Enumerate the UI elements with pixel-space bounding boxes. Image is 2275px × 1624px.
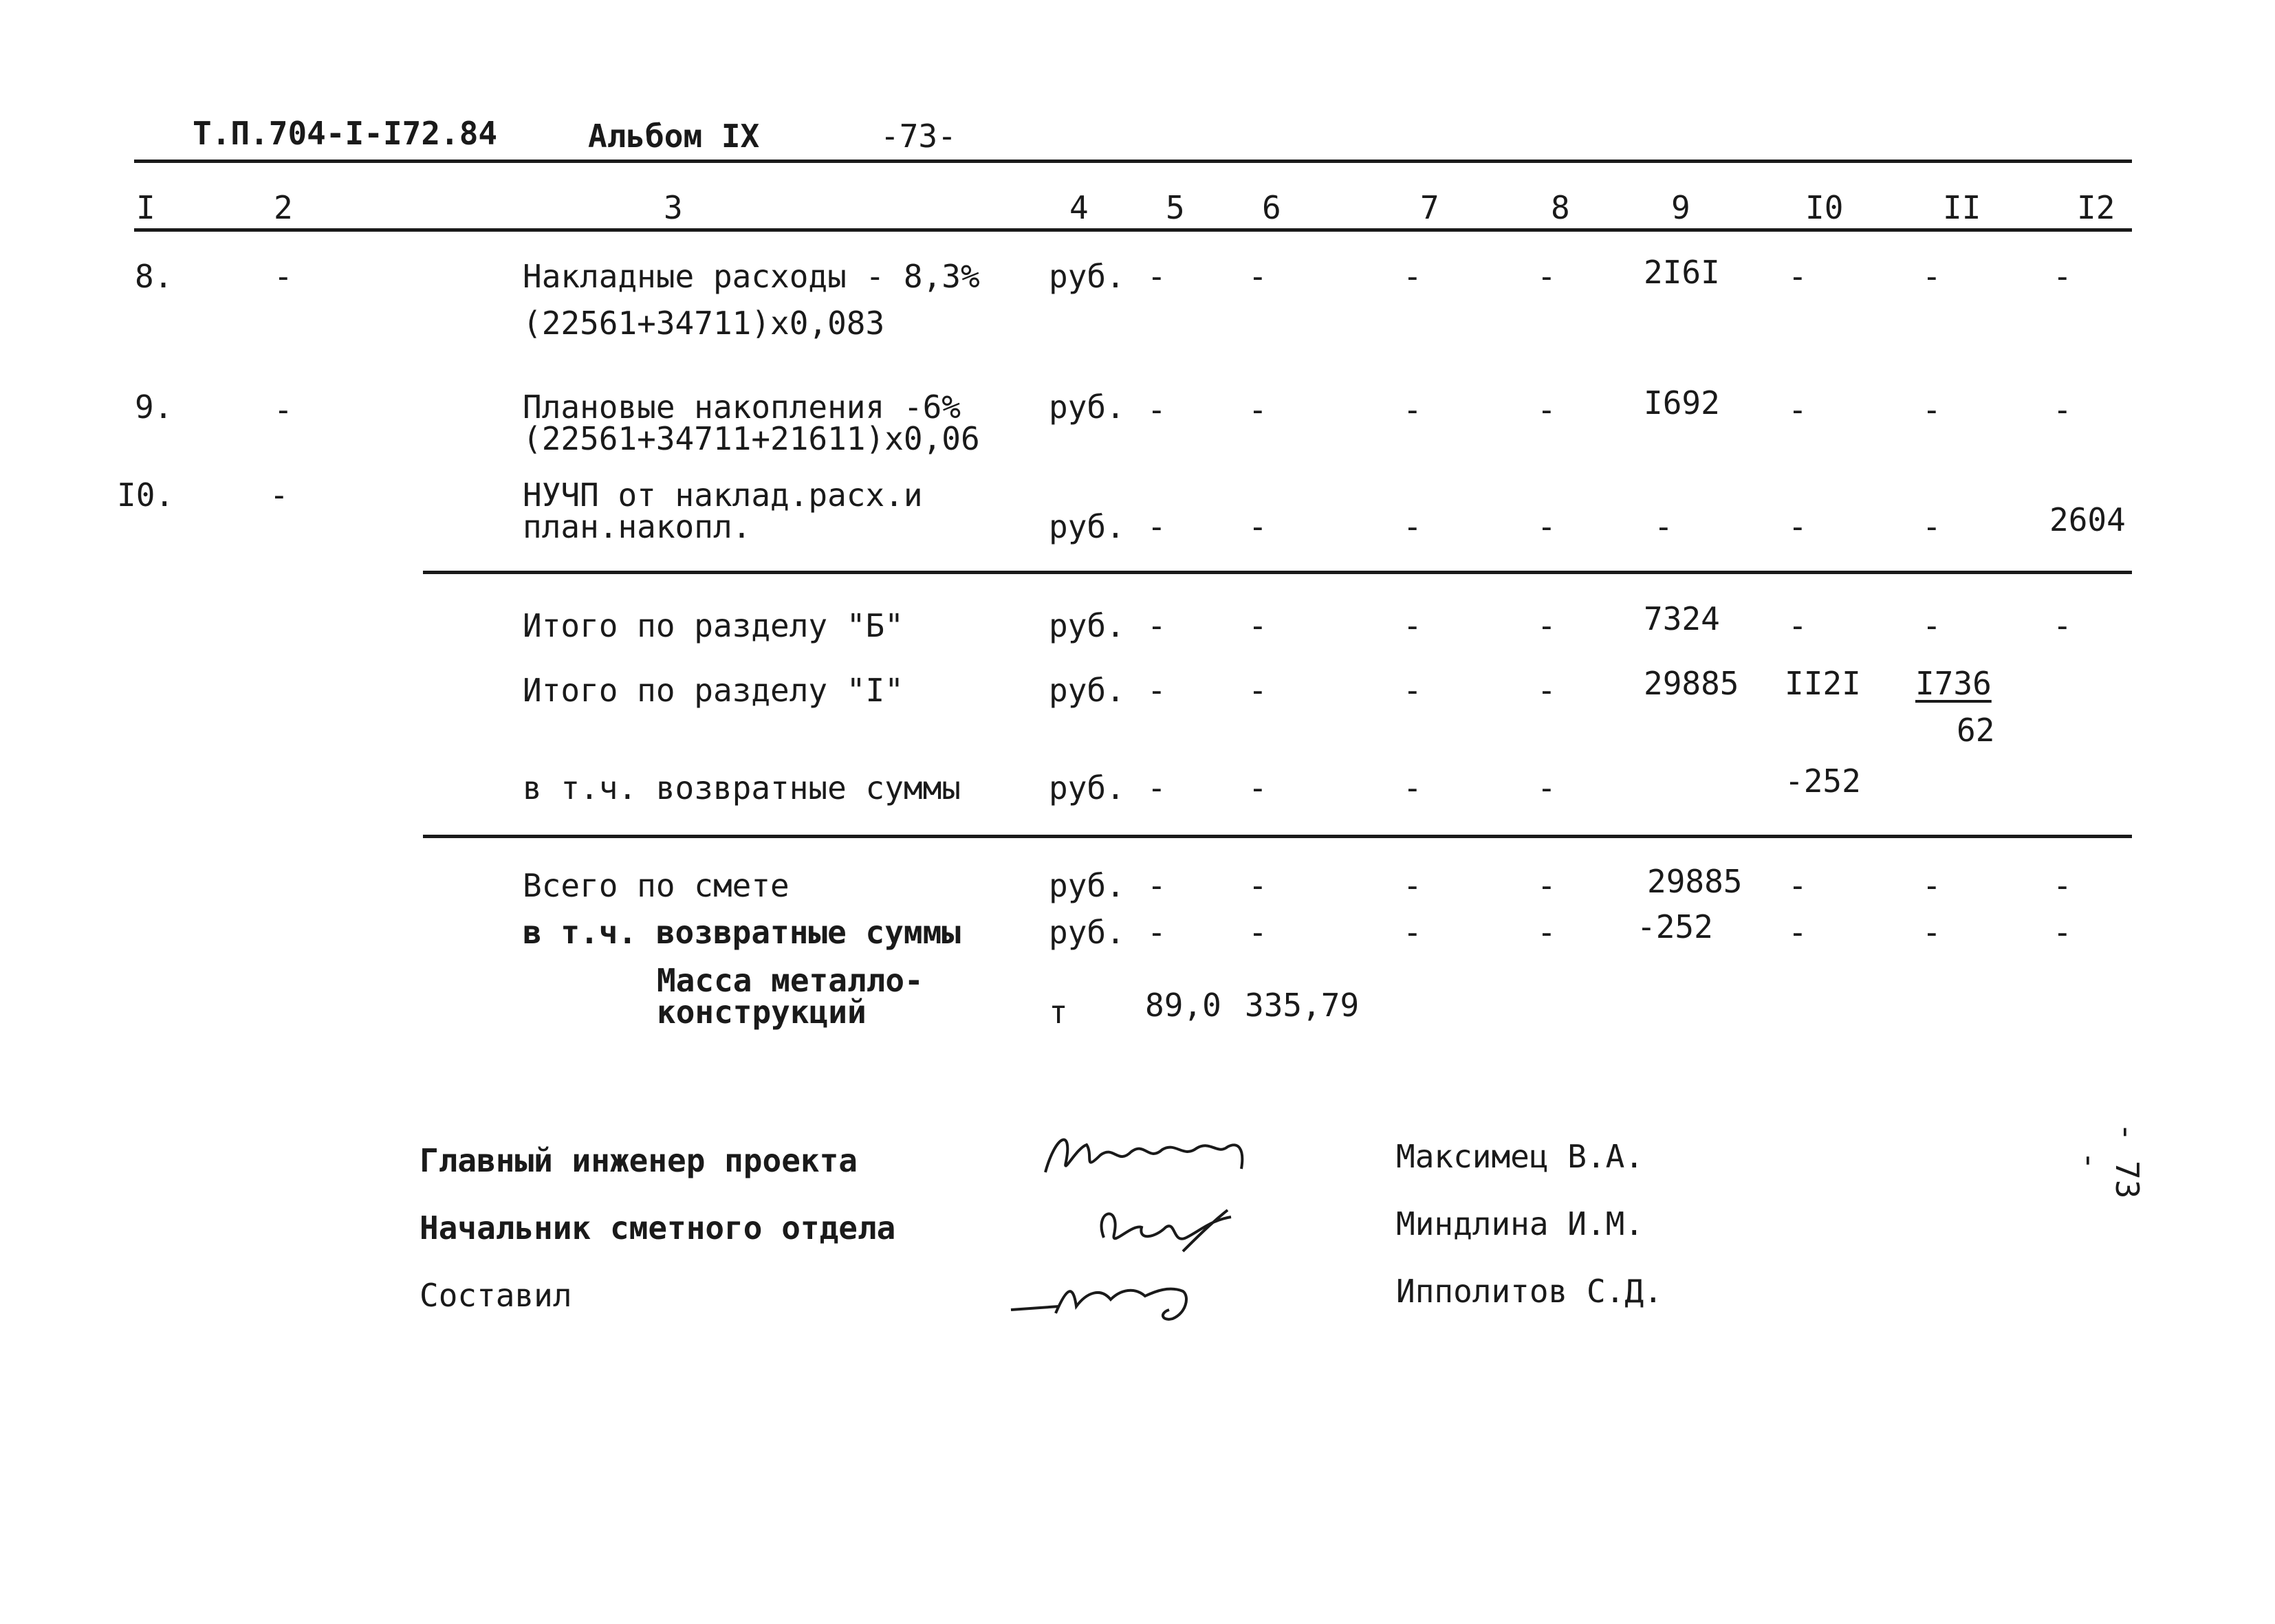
cell: - [1248, 769, 1267, 806]
unit: руб. [1049, 388, 1125, 426]
cell: - [2053, 391, 2072, 428]
cell: - [274, 258, 293, 295]
cell: - [1147, 258, 1166, 295]
cell: - [2053, 607, 2072, 644]
header-rule [134, 160, 2132, 163]
cell: - [1537, 391, 1556, 428]
section-rule [423, 835, 2132, 838]
unit: руб. [1049, 607, 1125, 644]
fraction-numerator: I736 [1915, 665, 1992, 702]
cell: - [1248, 867, 1267, 904]
cell: - [1403, 769, 1422, 806]
subtotal-label: Итого по разделу "Б" [523, 607, 904, 644]
cell: - [1248, 391, 1267, 428]
cell: - [1788, 867, 1807, 904]
cell: II2I [1785, 665, 1861, 702]
signatory-name: Ипполитов С.Д. [1396, 1273, 1663, 1310]
col-header-9: 9 [1671, 189, 1690, 226]
unit: руб. [1049, 769, 1125, 806]
signature-role: Начальник сметного отдела [420, 1209, 896, 1247]
cell: - [1922, 508, 1941, 545]
cell: -252 [1785, 762, 1861, 800]
cell: - [1537, 672, 1556, 709]
col-header-10: I0 [1805, 189, 1844, 226]
cell: - [1922, 391, 1941, 428]
cell: - [1248, 508, 1267, 545]
cell: - [1922, 867, 1941, 904]
col-header-6: 6 [1262, 189, 1281, 226]
cell: - [1403, 391, 1422, 428]
cell: - [2053, 914, 2072, 951]
col-header-3: 3 [664, 189, 683, 226]
unit: руб. [1049, 914, 1125, 951]
cell: - [1147, 867, 1166, 904]
cell: - [270, 476, 289, 514]
col-header-12: I2 [2077, 189, 2115, 226]
row-number: 8. [135, 258, 173, 295]
cell: - [1403, 867, 1422, 904]
signature-role: Составил [420, 1277, 572, 1314]
cell: - [1147, 508, 1166, 545]
unit: руб. [1049, 258, 1125, 295]
cell: - [1248, 607, 1267, 644]
cell: - [1788, 508, 1807, 545]
col-header-8: 8 [1551, 189, 1570, 226]
cell: - [2053, 867, 2072, 904]
row-formula: (22561+34711+21611)х0,06 [523, 420, 980, 457]
cell: 2I6I [1644, 254, 1720, 291]
cell: - [1537, 508, 1556, 545]
signatory-name: Миндлина И.М. [1396, 1205, 1644, 1242]
row-formula: (22561+34711)х0,083 [523, 305, 885, 342]
cell: - [1922, 914, 1941, 951]
total-label: в т.ч. возвратные суммы [523, 914, 961, 951]
side-page-number: - 73 - [2071, 1122, 2146, 1199]
cell: - [1403, 672, 1422, 709]
col-header-7: 7 [1420, 189, 1439, 226]
cell: - [1248, 914, 1267, 951]
col-header-5: 5 [1166, 189, 1185, 226]
mass-label-cont: конструкций [657, 994, 867, 1031]
cell: - [274, 391, 293, 428]
cell: - [1403, 508, 1422, 545]
cell: - [1403, 258, 1422, 295]
page-number: -73- [880, 118, 957, 155]
col-header-11: II [1943, 189, 1981, 226]
cell: - [1403, 607, 1422, 644]
column-header-rule [134, 228, 2132, 232]
cell: - [1788, 914, 1807, 951]
cell: - [1537, 769, 1556, 806]
cell: - [1788, 391, 1807, 428]
fraction-denominator: 62 [1957, 712, 1995, 749]
mass-label: Масса металло- [657, 962, 924, 999]
cell: 2604 [2049, 501, 2126, 538]
cell: 335,79 [1245, 987, 1360, 1024]
doc-code: Т.П.704-I-I72.84 [193, 115, 498, 152]
col-header-1: I [136, 189, 155, 226]
cell: - [1537, 607, 1556, 644]
cell: - [1537, 914, 1556, 951]
cell: I692 [1644, 384, 1720, 421]
cell: - [1147, 914, 1166, 951]
album-label: Альбом IX [588, 118, 760, 155]
unit: т [1049, 994, 1068, 1031]
row-number: I0. [117, 476, 175, 514]
cell: 7324 [1644, 600, 1720, 637]
cell: 29885 [1647, 863, 1743, 900]
col-header-4: 4 [1069, 189, 1089, 226]
cell: - [1788, 607, 1807, 644]
subtotal-label: Итого по разделу "I" [523, 672, 904, 709]
cell: 89,0 [1145, 987, 1221, 1024]
cell: - [1788, 258, 1807, 295]
handwritten-signatures [990, 1107, 1334, 1334]
row-name-cont: план.накопл. [523, 508, 752, 545]
section-rule [423, 571, 2132, 574]
cell: - [1922, 258, 1941, 295]
cell: - [1654, 508, 1673, 545]
row-name: Накладные расходы - 8,3% [523, 258, 980, 295]
cell: - [1537, 867, 1556, 904]
unit: руб. [1049, 672, 1125, 709]
row-number: 9. [135, 388, 173, 426]
cell: - [1147, 769, 1166, 806]
cell: - [1248, 672, 1267, 709]
cell: - [2053, 258, 2072, 295]
cell: - [1147, 672, 1166, 709]
cell: -252 [1637, 908, 1713, 945]
cell: 29885 [1644, 665, 1739, 702]
subtotal-label: в т.ч. возвратные суммы [523, 769, 961, 806]
cell: - [1537, 258, 1556, 295]
cell: - [1403, 914, 1422, 951]
unit: руб. [1049, 867, 1125, 904]
unit: руб. [1049, 508, 1125, 545]
col-header-2: 2 [274, 189, 293, 226]
cell: - [1922, 607, 1941, 644]
row-name: НУЧП от наклад.расх.и [523, 476, 923, 514]
row-name: Плановые накопления -6% [523, 388, 961, 426]
cell: - [1248, 258, 1267, 295]
signature-role: Главный инженер проекта [420, 1142, 858, 1179]
cell: - [1147, 391, 1166, 428]
cell: - [1147, 607, 1166, 644]
total-label: Всего по смете [523, 867, 790, 904]
signatory-name: Максимец В.А. [1396, 1138, 1644, 1175]
